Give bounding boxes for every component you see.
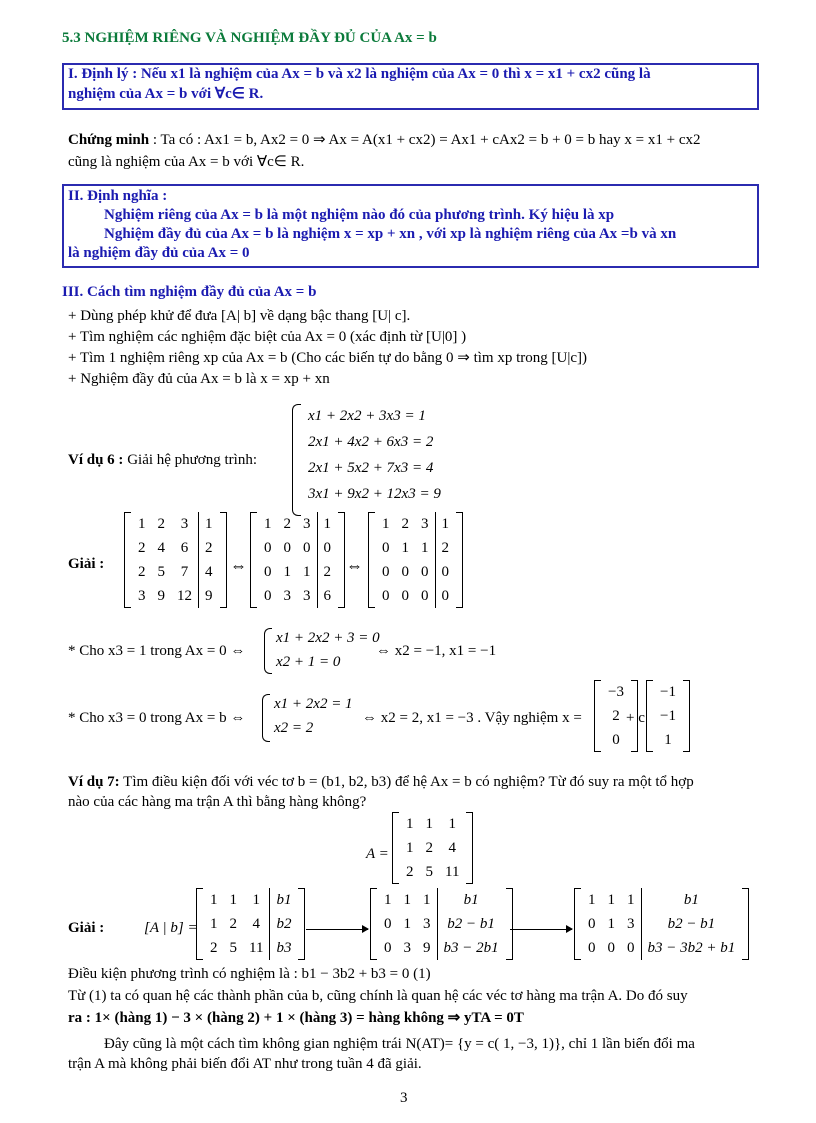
conclusion-line-1: Từ (1) ta có quan hệ các thành phần của b, cũng chính là quan hệ các véc tơ hàng ma trận A. Do đó suy [68, 988, 688, 1004]
definition-line-2: Nghiệm đầy đủ của Ax = b là nghiệm x = xp + xn , với xp là nghiệm riêng của Ax =b và xn [104, 226, 677, 242]
matrix-cell: 1 [588, 891, 596, 908]
matrix-cell: 1 [384, 891, 392, 908]
example6-text: Giải hệ phương trình: [127, 452, 257, 468]
matrix-cell: 3 [421, 515, 429, 532]
case1-eq: x2 + 1 = 0 [276, 654, 341, 670]
conclusion-line-3: Đây cũng là một cách tìm không gian nghiệm trái N(AT)= {y = c( 1, −3, 1)}, chỉ 1 lần biến đổi ma [104, 1036, 695, 1052]
matrix-cell: 5 [425, 863, 433, 880]
matrix-cell: 1 [607, 915, 615, 932]
matrix-cell: 2 [406, 863, 414, 880]
matrix-cell: 2 [317, 560, 337, 584]
matrix-cell: 0 [382, 563, 390, 580]
matrix-cell: b3 [270, 936, 298, 960]
matrix-cell: 2 [229, 915, 237, 932]
definition-title: II. Định nghĩa : [68, 188, 168, 204]
matrix-bracket-left [124, 512, 131, 608]
matrix-cell: 0 [317, 536, 337, 560]
conclusion-line-2: ra : 1× (hàng 1) − 3 × (hàng 2) + 1 × (hàng 3) = hàng không ⇒ yTA = 0T [68, 1010, 524, 1026]
example7-line-2: nào của các hàng ma trận A thì bằng hàng không? [68, 794, 367, 810]
proof-line-1 [68, 132, 700, 149]
matrix-cell: 12 [177, 587, 192, 604]
method-title: III. Cách tìm nghiệm đầy đủ của Ax = b [62, 284, 317, 300]
example6-solve-label: Giải : [68, 556, 105, 572]
case2-prefix: * Cho x3 = 0 trong Ax = b ⇔ [68, 710, 246, 726]
matrix-bracket-left [646, 680, 653, 752]
case2-result: ⇔ x2 = 2, x1 = −3 . Vậy nghiệm x = [362, 710, 582, 726]
matrix-cell: b1 [641, 888, 741, 912]
transform-arrow [510, 929, 572, 930]
matrix-cell: 1 [406, 839, 414, 856]
matrix-cell: 0 [401, 563, 409, 580]
augmented-matrix-e1 [196, 888, 305, 960]
method-step: + Tìm 1 nghiệm riêng xp của Ax = b (Cho các biến tự do bằng 0 ⇒ tìm xp trong [U|c]) [68, 350, 587, 366]
matrix-bracket-left [196, 888, 203, 960]
matrix-cell: 1 [138, 515, 146, 532]
matrix-cell: 0 [382, 539, 390, 556]
method-step: + Nghiệm đầy đủ của Ax = b là x = xp + xn [68, 371, 330, 387]
matrix-cell: 1 [317, 512, 337, 536]
matrix-cell: 2 [210, 939, 218, 956]
matrix-cell: 0 [588, 939, 596, 956]
matrix-cell: 4 [199, 560, 219, 584]
matrix-cell: b1 [270, 888, 298, 912]
system-brace [292, 404, 301, 516]
matrix-cell: 9 [199, 584, 219, 608]
case2-brace [262, 694, 270, 742]
matrix-cell: −3 [608, 683, 624, 700]
matrix-A-label: A = [366, 846, 389, 862]
matrix-cell: 1 [210, 891, 218, 908]
matrix-A [392, 812, 473, 884]
matrix-bracket-right [466, 812, 473, 884]
method-step: + Dùng phép khử để đưa [A| b] về dạng bậc thang [U| c]. [68, 308, 411, 324]
matrix-cell: 2 [425, 839, 433, 856]
matrix-bracket-right [742, 888, 749, 960]
matrix-bracket-right [683, 680, 690, 752]
matrix-cell: 0 [303, 539, 311, 556]
matrix-cell: 6 [317, 584, 337, 608]
augmented-label: [A | b] = [144, 920, 198, 936]
matrix-cell: 3 [283, 587, 291, 604]
matrix-cell: 1 [403, 915, 411, 932]
matrix-cell: 1 [199, 512, 219, 536]
matrix-cell: 7 [180, 563, 189, 580]
matrix-cell: 1 [448, 815, 456, 832]
matrix-cell: 3 [138, 587, 146, 604]
matrix-cell: 11 [445, 863, 460, 880]
matrix-bracket-right [338, 512, 345, 608]
matrix-cell: 0 [435, 560, 455, 584]
matrix-cell: 3 [423, 915, 431, 932]
matrix-cell: 2 [199, 536, 219, 560]
matrix-bracket-left [368, 512, 375, 608]
augmented-matrix-e2 [370, 888, 513, 960]
matrix-cell: 9 [157, 587, 165, 604]
transform-arrow [306, 929, 368, 930]
matrix-cell: 0 [435, 584, 455, 608]
matrix-cell: 3 [627, 915, 635, 932]
matrix-cell: 1 [406, 815, 414, 832]
matrix-cell: 1 [264, 515, 272, 532]
augmented-matrix-e3 [574, 888, 749, 960]
matrix-cell: 0 [421, 563, 429, 580]
theorem-line-2: nghiệm của Ax = b với ∀c∈ R. [68, 86, 264, 102]
matrix-cell: 1 [210, 915, 218, 932]
matrix-cell: 1 [664, 731, 672, 748]
case1-result: ⇔ x2 = −1, x1 = −1 [376, 643, 497, 659]
matrix-cell: 5 [229, 939, 237, 956]
example6-intro [68, 452, 257, 469]
matrix-bracket-right [456, 512, 463, 608]
plus-c: + c [626, 710, 645, 726]
matrix-cell: 1 [421, 539, 429, 556]
matrix-cell: 1 [252, 891, 260, 908]
equiv-symbol: ⇔ [346, 556, 363, 575]
matrix-cell: 2 [283, 515, 291, 532]
matrix-cell: b3 − 2b1 [437, 936, 505, 960]
matrix-cell: 2 [435, 536, 455, 560]
case2-eq: x2 = 2 [274, 720, 314, 736]
matrix-cell: 3 [180, 515, 189, 532]
matrix-cell: 3 [303, 515, 311, 532]
example7-line-1 [68, 774, 694, 791]
proof-text: : Ta có : Ax1 = b, Ax2 = 0 ⇒ Ax = A(x1 + cx2) = Ax1 + cAx2 = b + 0 = b hay x = x1 + cx2 [152, 132, 701, 148]
matrix-cell: 0 [421, 587, 429, 604]
matrix-cell: 3 [303, 587, 311, 604]
augmented-matrix-2 [250, 512, 345, 608]
null-solution-vector [646, 680, 690, 752]
system-eq: 3x1 + 9x2 + 12x3 = 9 [308, 486, 441, 502]
matrix-cell: 0 [382, 587, 390, 604]
matrix-cell: 4 [157, 539, 165, 556]
matrix-cell: −1 [660, 707, 676, 724]
matrix-cell: b2 [270, 912, 298, 936]
matrix-cell: 2 [612, 707, 620, 724]
section-title: 5.3 NGHIỆM RIÊNG VÀ NGHIỆM ĐẦY ĐỦ CỦA Ax = b [62, 30, 437, 46]
definition-line-1: Nghiệm riêng của Ax = b là một nghiệm nào đó của phương trình. Ký hiệu là xp [104, 207, 615, 223]
augmented-matrix-3 [368, 512, 463, 608]
example7-text: Tìm điều kiện đối với véc tơ b = (b1, b2, b3) để hệ Ax = b có nghiệm? Từ đó suy ra một tổ hợp [123, 774, 694, 790]
matrix-cell: 1 [403, 891, 411, 908]
matrix-bracket-left [392, 812, 399, 884]
matrix-cell: 0 [384, 939, 392, 956]
case1-prefix: * Cho x3 = 1 trong Ax = 0 ⇔ [68, 643, 246, 659]
matrix-bracket-right [298, 888, 305, 960]
matrix-cell: 0 [612, 731, 620, 748]
matrix-cell: b3 − 3b2 + b1 [641, 936, 741, 960]
condition-line: Điều kiện phương trình có nghiệm là : b1 − 3b2 + b3 = 0 (1) [68, 966, 431, 982]
matrix-bracket-left [574, 888, 581, 960]
matrix-cell: 3 [403, 939, 411, 956]
matrix-cell: 4 [448, 839, 456, 856]
matrix-cell: 0 [401, 587, 409, 604]
proof-label: Chứng minh [68, 132, 150, 148]
proof-line-2: cũng là nghiệm của Ax = b với ∀c∈ R. [68, 154, 305, 170]
augmented-matrix-1 [124, 512, 227, 608]
matrix-cell: 2 [138, 563, 146, 580]
system-eq: x1 + 2x2 + 3x3 = 1 [308, 408, 426, 424]
matrix-bracket-right [220, 512, 227, 608]
matrix-cell: 1 [401, 539, 409, 556]
matrix-cell: b1 [437, 888, 505, 912]
matrix-cell: 2 [138, 539, 146, 556]
case2-eq: x1 + 2x2 = 1 [274, 696, 353, 712]
matrix-cell: 9 [423, 939, 431, 956]
matrix-cell: −1 [660, 683, 676, 700]
matrix-cell: 0 [283, 539, 291, 556]
system-eq: 2x1 + 4x2 + 6x3 = 2 [308, 434, 434, 450]
case1-brace [264, 628, 272, 674]
matrix-cell: 1 [423, 891, 431, 908]
matrix-cell: b2 − b1 [641, 912, 741, 936]
matrix-cell: 4 [252, 915, 260, 932]
matrix-cell: 5 [157, 563, 165, 580]
matrix-cell: 0 [588, 915, 596, 932]
matrix-cell: 1 [382, 515, 390, 532]
matrix-cell: 0 [384, 915, 392, 932]
matrix-cell: 11 [249, 939, 264, 956]
matrix-bracket-left [370, 888, 377, 960]
matrix-cell: 2 [401, 515, 409, 532]
matrix-cell: 6 [180, 539, 189, 556]
page-number: 3 [400, 1090, 408, 1106]
case1-eq: x1 + 2x2 + 3 = 0 [276, 630, 380, 646]
method-step: + Tìm nghiệm các nghiệm đặc biệt của Ax = 0 (xác định từ [U|0] ) [68, 329, 467, 345]
matrix-cell: 0 [264, 539, 272, 556]
matrix-bracket-left [594, 680, 601, 752]
system-eq: 2x1 + 5x2 + 7x3 = 4 [308, 460, 434, 476]
equiv-symbol: ⇔ [230, 556, 247, 575]
example7-label: Ví dụ 7: [68, 774, 120, 790]
matrix-cell: 0 [264, 587, 272, 604]
matrix-cell: 0 [627, 939, 635, 956]
matrix-bracket-left [250, 512, 257, 608]
example7-solve-label: Giải : [68, 920, 105, 936]
matrix-cell: 1 [607, 891, 615, 908]
matrix-cell: 1 [303, 563, 311, 580]
matrix-cell: 1 [435, 512, 455, 536]
matrix-cell: b2 − b1 [437, 912, 505, 936]
matrix-cell: 1 [627, 891, 635, 908]
theorem-line-1: I. Định lý : Nếu x1 là nghiệm của Ax = b và x2 là nghiệm của Ax = 0 thì x = x1 + cx2 cũng là [68, 66, 651, 82]
matrix-bracket-right [506, 888, 513, 960]
matrix-cell: 0 [264, 563, 272, 580]
conclusion-line-4: trận A mà không phải biến đổi AT như trong tuần 4 đã giải. [68, 1056, 422, 1072]
matrix-cell: 2 [157, 515, 165, 532]
matrix-cell: 1 [425, 815, 433, 832]
matrix-cell: 1 [229, 891, 237, 908]
definition-line-3: là nghiệm đầy đủ của Ax = 0 [68, 245, 250, 261]
example6-label: Ví dụ 6 : [68, 452, 124, 468]
matrix-cell: 1 [283, 563, 291, 580]
matrix-cell: 0 [607, 939, 615, 956]
